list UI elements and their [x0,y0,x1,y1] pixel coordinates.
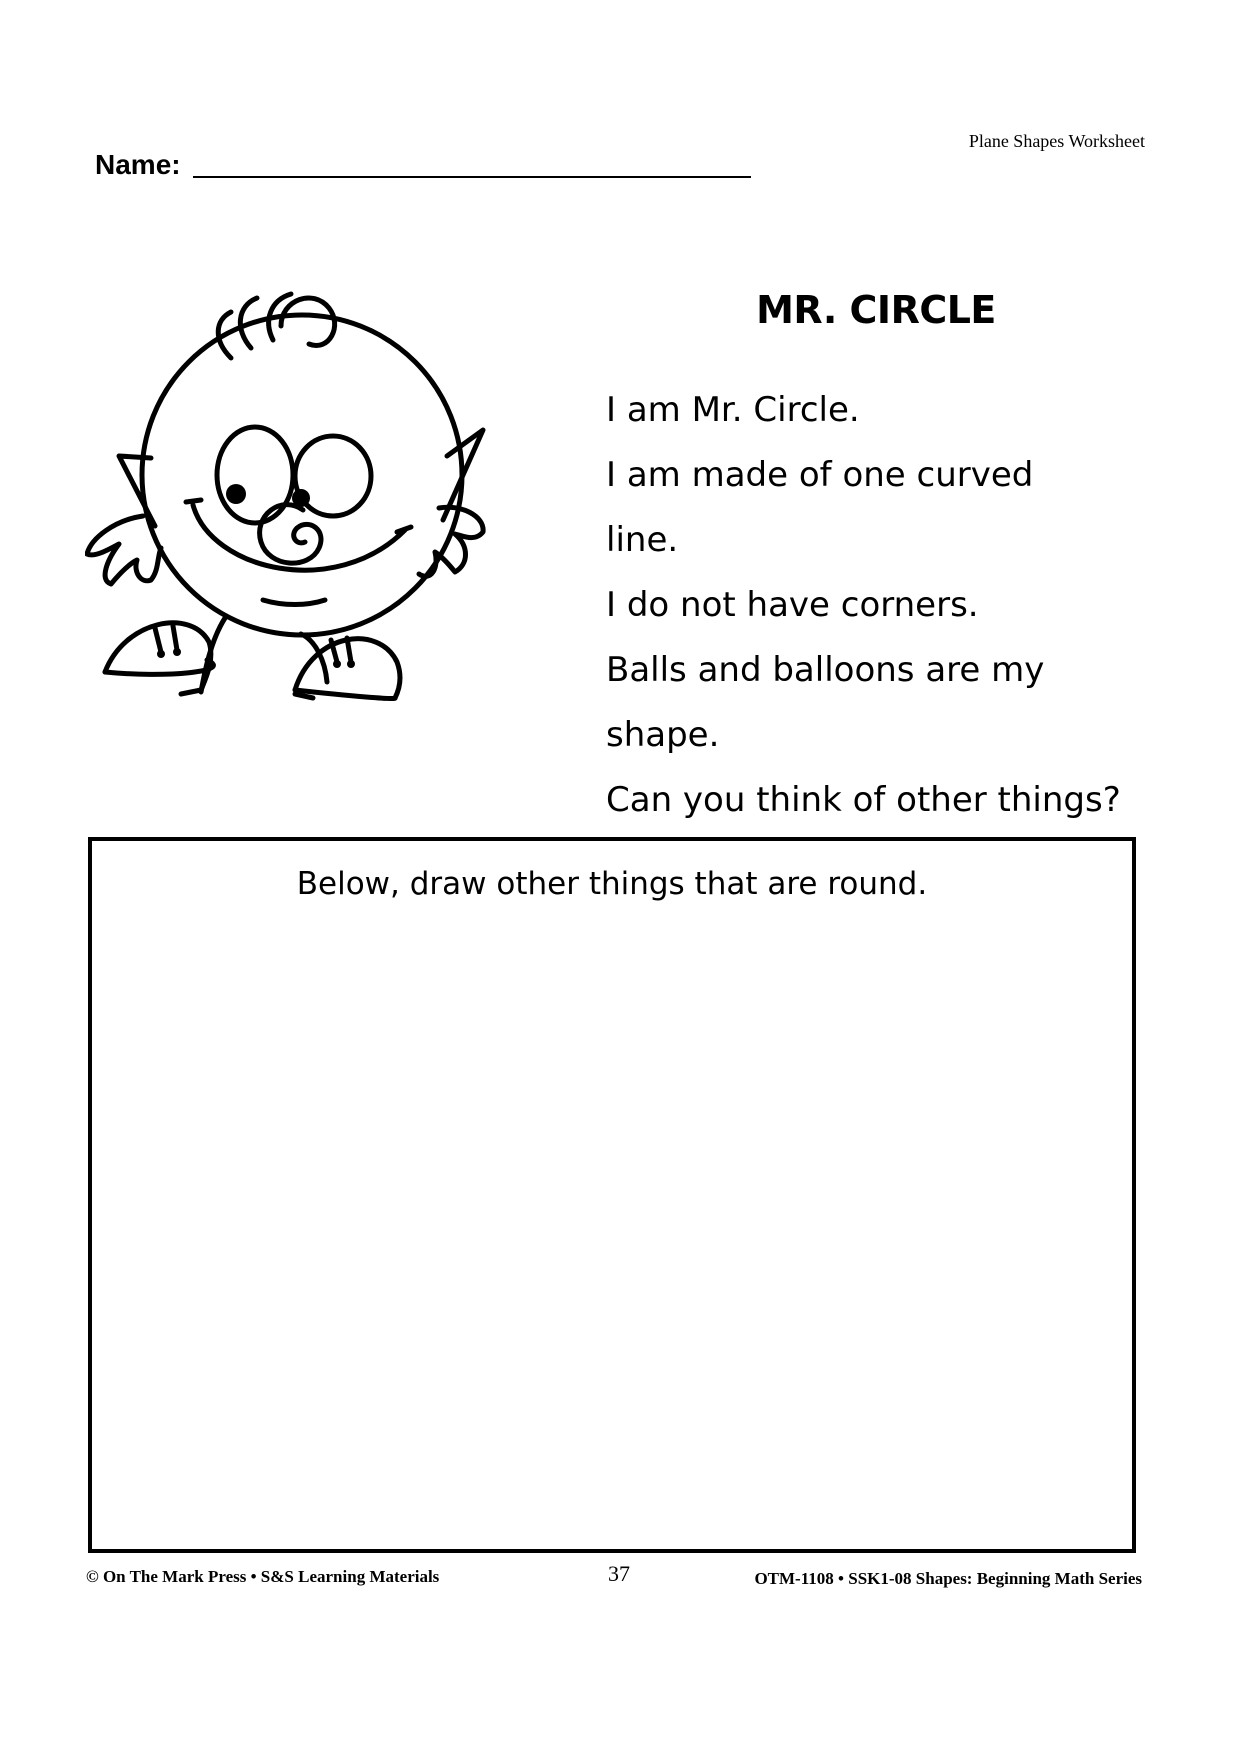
story-line: I do not have corners. [606,585,979,625]
footer-series: OTM-1108 • SSK1-08 Shapes: Beginning Math Series [754,1569,1142,1588]
story-line: line. [606,520,679,560]
drawing-instruction: Below, draw other things that are round. [296,866,928,902]
mr-circle-cartoon-icon [85,280,545,800]
story-line: shape. [606,715,720,755]
name-row [95,148,751,182]
worksheet-label: Plane Shapes Worksheet [968,131,1145,151]
page-number: 37 [608,1561,630,1586]
story-text [606,378,1166,833]
footer-copyright: © On The Mark Press • S&S Learning Materials [86,1567,440,1586]
story-line: I am made of one curved [606,455,1034,495]
story-line: Balls and balloons are my [606,650,1045,690]
story-line: Can you think of other things? [606,780,1121,820]
name-label: Name: [95,149,181,180]
name-blank-line[interactable] [193,176,751,178]
drawing-area[interactable] [88,837,1136,1553]
page-title: MR. CIRCLE [756,288,996,332]
story-line: I am Mr. Circle. [606,390,860,430]
